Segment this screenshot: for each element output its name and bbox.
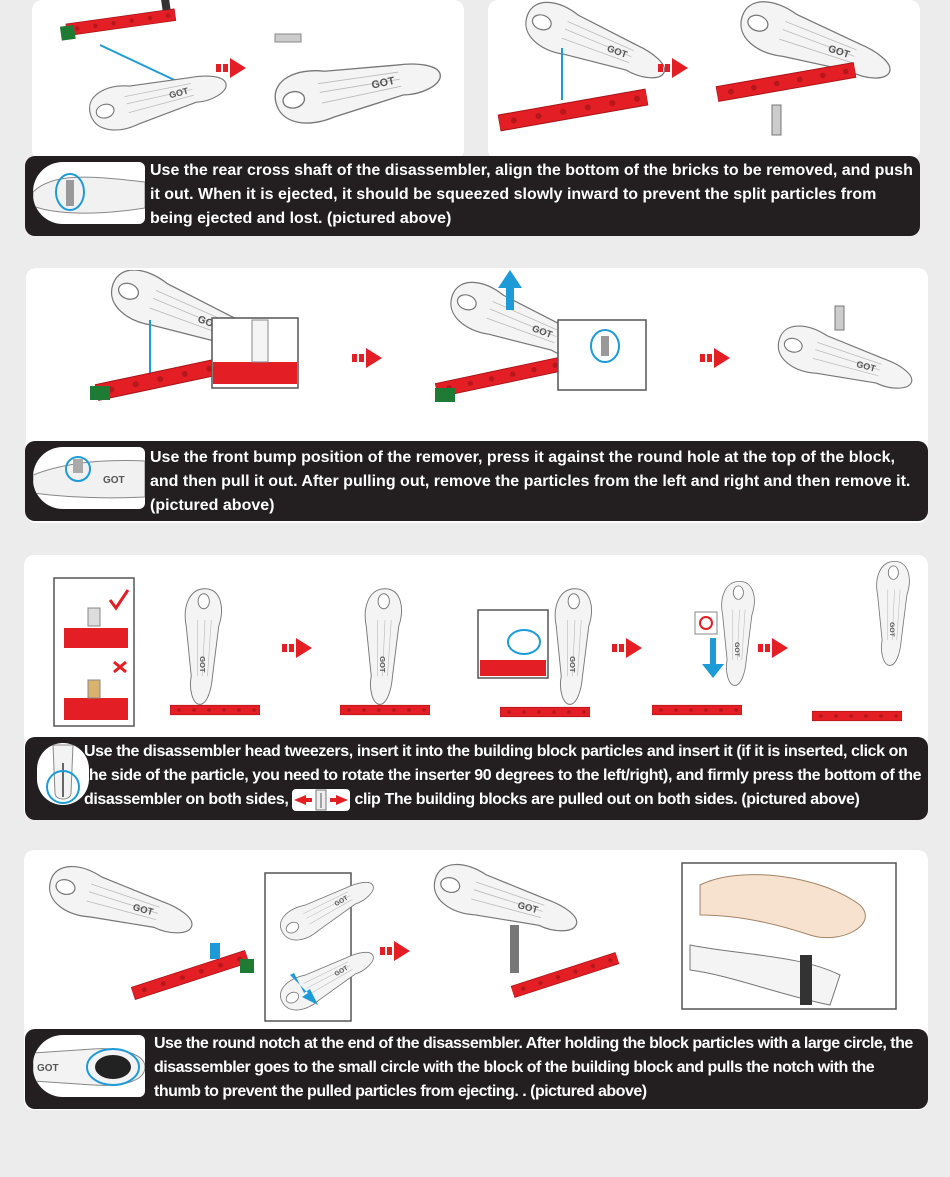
section-4-caption-bar [25,1029,928,1109]
head-tweezers-thumbnail [37,743,89,805]
front-bump-thumbnail [33,447,145,509]
clip-icon [292,789,350,811]
section-2-illustration [40,270,920,440]
rear-cross-shaft-thumbnail [33,162,145,224]
section-3-illustration [40,560,920,740]
section-3-caption-part2: clip The building blocks are pulled out on both sides. (pictured above) [350,791,860,808]
section-3-caption-part1: Use the disassembler head tweezers, insert it into the building block particles and insert it (if it is inserted, click on the side of the particle, you need to rotate the inserter 90 degrees to the left/right), and firmly press the bottom of the disassembler on both sides, [84,743,922,808]
section-1-caption: Use the rear cross shaft of the disassembler, align the bottom of the bricks to be removed, and push it out. When it is ejected, it should be squeezed slowly inward to prevent the split particles from being ejected and lost. (pictured above) [150,162,913,227]
section-4-illustration [40,855,920,1025]
section-2-caption-bar [25,441,928,521]
section-1-caption-bar [25,156,920,236]
svg-text:GOT: GOT [103,475,125,486]
section-2-caption: Use the front bump position of the remover, press it against the round hole at the top of the block, and then pull it out. After pulling out, remove the particles from the left and right and then remove it. (pictured above) [150,449,911,514]
section-3-caption-bar [25,737,928,820]
section-3-caption [84,740,924,812]
svg-text:GOT: GOT [37,1063,59,1074]
section-4-caption: Use the round notch at the end of the disassembler. After holding the block particles with a large circle, the disassembler goes to the small circle with the block of the building block and pulls the notch with the thumb to prevent the pulled particles from ejecting. . (pictured above) [154,1035,913,1100]
section-1-illustration [40,0,920,155]
round-notch-thumbnail [33,1035,145,1097]
